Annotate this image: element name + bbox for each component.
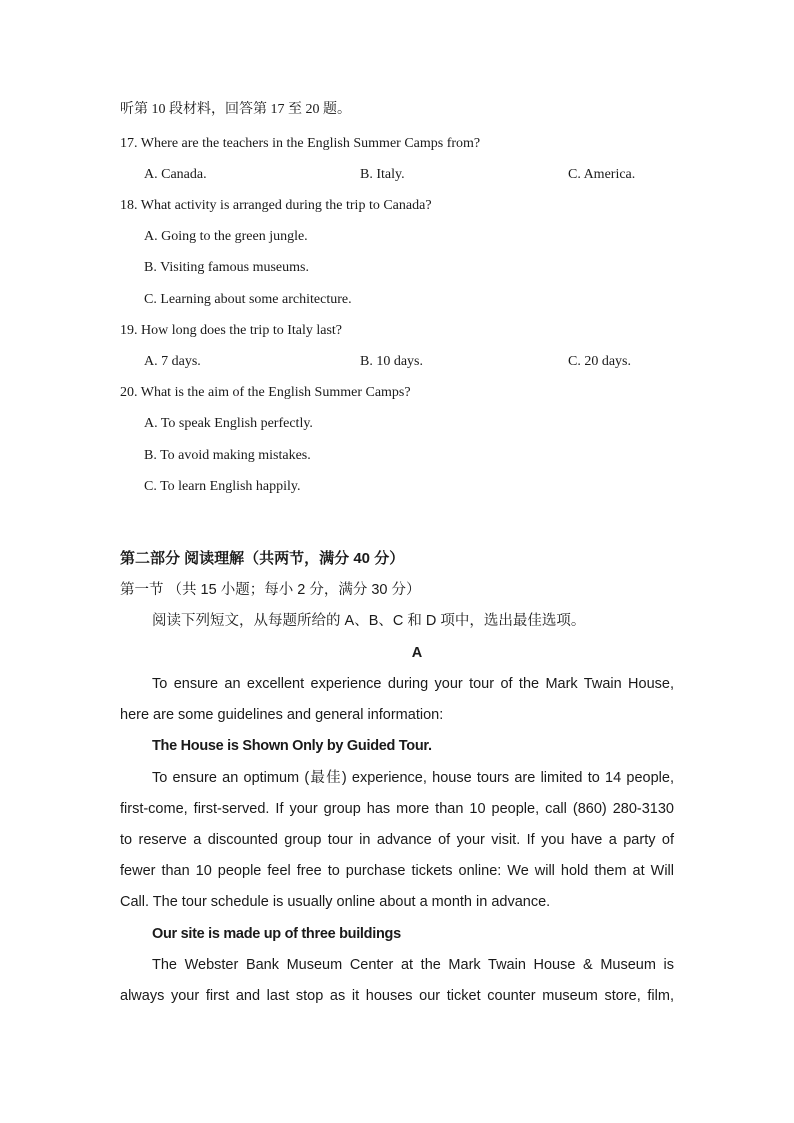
- question-17-option-b: B. Italy.: [360, 167, 405, 182]
- question-18-option-a: A. Going to the green jungle.: [144, 229, 308, 244]
- paragraph-3-line-2: always your first and last stop as it houses our ticket counter museum store, film,: [120, 988, 674, 1004]
- question-20: 20. What is the aim of the English Summer Camps?: [120, 385, 411, 400]
- question-20-option-a: A. To speak English perfectly.: [144, 416, 313, 431]
- question-17: 17. Where are the teachers in the English Summer Camps from?: [120, 136, 481, 151]
- passage-label: A: [411, 645, 423, 661]
- guided-tour-heading: The House is Shown Only by Guided Tour.: [152, 738, 432, 754]
- paragraph-1-line-1: To ensure an excellent experience during your tour of the Mark Twain House,: [152, 676, 674, 692]
- paragraph-1-line-2: here are some guidelines and general information:: [120, 707, 444, 723]
- reading-instruction: 阅读下列短文，从每题所给的 A、B、C 和 D 项中，选出最佳选项。: [152, 613, 586, 629]
- three-buildings-heading: Our site is made up of three buildings: [152, 926, 401, 942]
- question-19-option-a: A. 7 days.: [144, 354, 201, 369]
- question-19-option-c: C. 20 days.: [568, 354, 631, 369]
- question-18-option-c: C. Learning about some architecture.: [144, 292, 352, 307]
- question-17-option-c: C. America.: [568, 167, 636, 182]
- paragraph-2-line-3: to reserve a discounted group tour in advance of your visit. If you have a party of: [120, 832, 674, 848]
- paragraph-2-line-4: fewer than 10 people feel free to purchase tickets online: We will hold them at Will: [120, 863, 674, 879]
- paragraph-2-line-5: Call. The tour schedule is usually online about a month in advance.: [120, 894, 551, 910]
- reading-section-title: 第一节 （共 15 小题；每小 2 分，满分 30 分）: [120, 582, 421, 598]
- question-19-option-b: B. 10 days.: [360, 354, 423, 369]
- question-18-option-b: B. Visiting famous museums.: [144, 260, 309, 275]
- paragraph-3-line-1: The Webster Bank Museum Center at the Mark Twain House & Museum is: [152, 957, 674, 973]
- question-20-option-c: C. To learn English happily.: [144, 479, 301, 494]
- question-19: 19. How long does the trip to Italy last?: [120, 323, 343, 338]
- listening-section-intro: 听第 10 段材料，回答第 17 至 20 题。: [120, 102, 351, 117]
- question-17-option-a: A. Canada.: [144, 167, 207, 182]
- question-18: 18. What activity is arranged during the trip to Canada?: [120, 198, 432, 213]
- question-20-option-b: B. To avoid making mistakes.: [144, 448, 311, 463]
- paragraph-2-line-1: To ensure an optimum (最佳) experience, house tours are limited to 14 people,: [152, 770, 674, 786]
- paragraph-2-line-2: first-come, first-served. If your group has more than 10 people, call (860) 280-3130: [120, 801, 674, 817]
- reading-part-title: 第二部分 阅读理解（共两节，满分 40 分）: [120, 550, 405, 567]
